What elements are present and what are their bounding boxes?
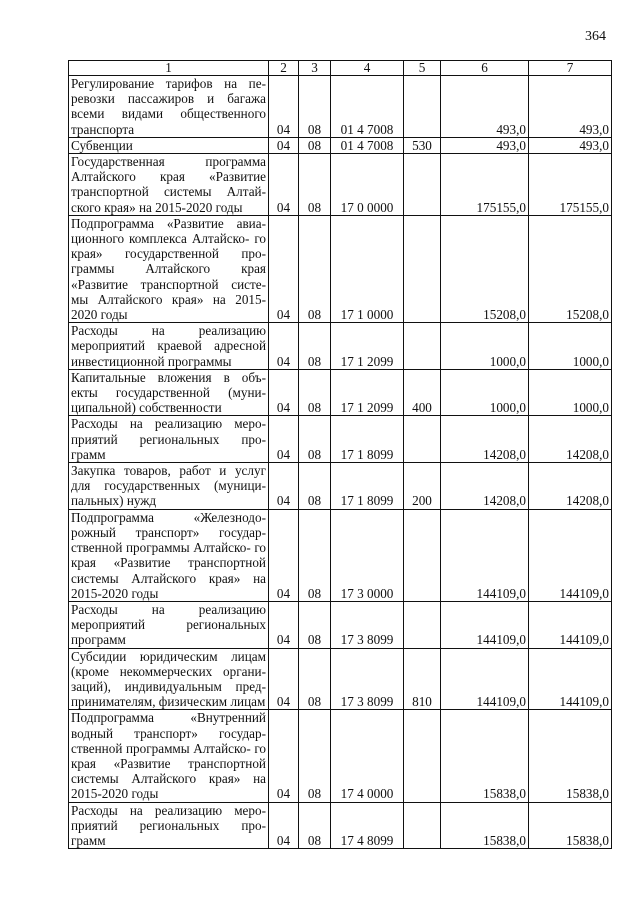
cell-name [69, 509, 269, 601]
cell-name-line: Подпрограмма «Железнодо- [71, 509, 266, 525]
cell-target-article: 17 4 8099 [331, 802, 404, 849]
cell-name-line: лицам [230, 694, 266, 710]
cell-name [69, 323, 269, 370]
cell-amount-col6: 15208,0 [441, 215, 529, 322]
cell-name [69, 76, 269, 138]
column-header: 6 [441, 61, 529, 76]
cell-name-line: Субсидии юридическим лицам [71, 648, 266, 664]
cell-name-line: приятий региональных про- [71, 431, 266, 447]
cell-name-line: пальных) нужд [71, 493, 157, 509]
cell-amount-col6: 144109,0 [441, 509, 529, 601]
cell-name-line: ственной программы Алтайско- [71, 540, 251, 556]
cell-name-line: Алтайского края «Развитие [71, 169, 266, 185]
cell-name-line: го края» государственной про- [71, 231, 267, 262]
header-row [69, 61, 612, 76]
cell-name [69, 463, 269, 510]
cell-subsection: 08 [299, 802, 331, 849]
cell-subsection: 08 [299, 601, 331, 648]
cell-name-line: Подпрограмма «Внутренний [71, 710, 266, 726]
cell-amount-col6: 493,0 [441, 137, 529, 153]
cell-name [69, 648, 269, 710]
column-header: 3 [299, 61, 331, 76]
cell-name [69, 601, 269, 648]
cell-name [69, 215, 269, 322]
cell-expense-type: 810 [404, 648, 441, 710]
cell-name-line: инвестиционной программы [71, 353, 232, 369]
cell-target-article: 17 1 8099 [331, 463, 404, 510]
cell-expense-type [404, 509, 441, 601]
cell-section: 04 [269, 323, 299, 370]
cell-amount-col7: 15838,0 [529, 802, 612, 849]
cell-subsection: 08 [299, 416, 331, 463]
cell-expense-type [404, 416, 441, 463]
cell-name-line: Государственная программа [71, 154, 266, 170]
cell-expense-type [404, 76, 441, 138]
cell-name-line: рожный транспорт» государ- [71, 524, 266, 540]
cell-amount-col6: 15838,0 [441, 802, 529, 849]
cell-name-line: го края «Развитие транспортной [71, 540, 266, 571]
cell-target-article: 17 0 0000 [331, 154, 404, 216]
cell-subsection: 08 [299, 463, 331, 510]
cell-target-article: 17 3 8099 [331, 648, 404, 710]
cell-section: 04 [269, 215, 299, 322]
cell-name-line: принимателям, физическим [71, 694, 228, 710]
cell-name-line: Расходы на реализацию меро- [71, 416, 266, 432]
table-row [69, 215, 612, 322]
cell-name [69, 802, 269, 849]
table-row [69, 323, 612, 370]
table-row [69, 601, 612, 648]
cell-target-article: 17 3 8099 [331, 601, 404, 648]
cell-expense-type: 400 [404, 369, 441, 416]
table-row [69, 463, 612, 510]
cell-amount-col6: 1000,0 [441, 323, 529, 370]
cell-name-line: заций), индивидуальным пред- [71, 678, 266, 694]
column-header: 4 [331, 61, 404, 76]
page-number: 364 [585, 29, 606, 44]
cell-name-line: 2015-2020 годы [71, 786, 159, 802]
cell-name-line: Подпрограмма «Развитие авиа- [71, 215, 266, 231]
cell-amount-col6: 144109,0 [441, 648, 529, 710]
cell-amount-col7: 14208,0 [529, 416, 612, 463]
cell-subsection: 08 [299, 648, 331, 710]
cell-amount-col7: 144109,0 [529, 601, 612, 648]
cell-name-line: ственной программы Алтайско- [71, 740, 251, 756]
cell-name [69, 369, 269, 416]
column-header: 1 [69, 61, 269, 76]
cell-expense-type: 200 [404, 463, 441, 510]
column-header: 7 [529, 61, 612, 76]
cell-expense-type [404, 154, 441, 216]
cell-name-line: мероприятий региональных [71, 617, 266, 633]
cell-name [69, 154, 269, 216]
cell-amount-col7: 175155,0 [529, 154, 612, 216]
cell-name-line: грамм [71, 832, 106, 848]
cell-section: 04 [269, 76, 299, 138]
table-row [69, 802, 612, 849]
cell-subsection: 08 [299, 509, 331, 601]
cell-amount-col6: 175155,0 [441, 154, 529, 216]
cell-subsection: 08 [299, 215, 331, 322]
cell-expense-type [404, 323, 441, 370]
cell-name-line: мероприятий краевой адресной [71, 338, 266, 354]
cell-name-line: Расходы на реализацию [71, 323, 266, 339]
cell-amount-col7: 1000,0 [529, 369, 612, 416]
cell-amount-col7: 15208,0 [529, 215, 612, 322]
cell-section: 04 [269, 416, 299, 463]
cell-name-line: ревозки пассажиров и багажа [71, 91, 266, 107]
cell-amount-col7: 1000,0 [529, 323, 612, 370]
cell-name [69, 416, 269, 463]
cell-section: 04 [269, 509, 299, 601]
cell-subsection: 08 [299, 369, 331, 416]
cell-name-line: Расходы на реализацию меро- [71, 802, 266, 818]
cell-section: 04 [269, 601, 299, 648]
table-row [69, 648, 612, 710]
cell-amount-col6: 1000,0 [441, 369, 529, 416]
cell-name-line: Регулирование тарифов на пе- [71, 76, 266, 91]
cell-name-line: программ [71, 632, 126, 648]
cell-name-line: екты государственной (муни- [71, 385, 266, 401]
cell-name-line: Капитальные вложения в объ- [71, 369, 266, 385]
cell-amount-col6: 15838,0 [441, 710, 529, 802]
cell-amount-col6: 144109,0 [441, 601, 529, 648]
cell-amount-col6: 14208,0 [441, 416, 529, 463]
cell-section: 04 [269, 154, 299, 216]
cell-expense-type [404, 710, 441, 802]
cell-amount-col7: 144109,0 [529, 648, 612, 710]
cell-name-line: транспортной системы Алтай- [71, 184, 266, 200]
cell-target-article: 17 1 0000 [331, 215, 404, 322]
table-row [69, 509, 612, 601]
cell-section: 04 [269, 648, 299, 710]
cell-section: 04 [269, 802, 299, 849]
cell-amount-col6: 14208,0 [441, 463, 529, 510]
cell-name-line: Расходы на реализацию [71, 601, 266, 617]
cell-target-article: 17 4 0000 [331, 710, 404, 802]
budget-table [68, 60, 612, 849]
cell-name-line: ского края» на 2015-2020 годы [71, 199, 243, 215]
cell-expense-type [404, 802, 441, 849]
table-row [69, 154, 612, 216]
cell-name-line: го края «Развитие транспортной [71, 740, 266, 771]
table-row [69, 76, 612, 138]
cell-name-line: 2015-2020 годы [71, 291, 266, 323]
cell-amount-col7: 14208,0 [529, 463, 612, 510]
table-row [69, 137, 612, 153]
cell-name-line: для государственных (муници- [71, 478, 266, 494]
cell-target-article: 17 1 2099 [331, 323, 404, 370]
cell-name [69, 710, 269, 802]
cell-target-article: 17 1 8099 [331, 416, 404, 463]
cell-target-article: 17 1 2099 [331, 369, 404, 416]
cell-name-line: ционного комплекса Алтайско- [71, 231, 250, 247]
cell-target-article: 01 4 7008 [331, 137, 404, 153]
cell-name-line: всеми видами общественного [71, 106, 266, 122]
cell-expense-type: 530 [404, 137, 441, 153]
cell-name-line: Закупка товаров, работ и услуг [71, 463, 266, 479]
cell-name-line: транспорта [71, 121, 135, 137]
cell-name-line: граммы Алтайского края [71, 261, 266, 277]
cell-name-line: на 2015-2020 годы [71, 570, 267, 601]
cell-subsection: 08 [299, 154, 331, 216]
cell-subsection: 08 [299, 137, 331, 153]
cell-expense-type [404, 601, 441, 648]
cell-name-line: мы Алтайского края» на [71, 291, 226, 307]
table-row [69, 710, 612, 802]
cell-amount-col6: 493,0 [441, 76, 529, 138]
cell-subsection: 08 [299, 76, 331, 138]
cell-name-line: (кроме некоммерческих органи- [71, 663, 266, 679]
cell-subsection: 08 [299, 710, 331, 802]
cell-amount-col7: 493,0 [529, 76, 612, 138]
cell-name-line: грамм [71, 446, 106, 462]
cell-amount-col7: 493,0 [529, 137, 612, 153]
cell-expense-type [404, 215, 441, 322]
table-row [69, 369, 612, 416]
cell-section: 04 [269, 369, 299, 416]
cell-name-line: приятий региональных про- [71, 817, 266, 833]
cell-section: 04 [269, 463, 299, 510]
column-header: 5 [404, 61, 441, 76]
column-header: 2 [269, 61, 299, 76]
cell-section: 04 [269, 137, 299, 153]
cell-target-article: 01 4 7008 [331, 76, 404, 138]
cell-name [69, 137, 269, 153]
cell-name-line: Субвенции [71, 137, 133, 153]
cell-name-line: системы Алтайского края» [71, 570, 241, 586]
cell-name-line: ципальной) собственности [71, 400, 222, 416]
cell-name-line: системы Алтайского края» на [71, 771, 266, 787]
cell-name-line: «Развитие транспортной систе- [71, 276, 266, 292]
table-row [69, 416, 612, 463]
cell-amount-col7: 144109,0 [529, 509, 612, 601]
cell-amount-col7: 15838,0 [529, 710, 612, 802]
table-body [69, 76, 612, 849]
cell-subsection: 08 [299, 323, 331, 370]
cell-target-article: 17 3 0000 [331, 509, 404, 601]
cell-name-line: водный транспорт» государ- [71, 725, 266, 741]
cell-section: 04 [269, 710, 299, 802]
